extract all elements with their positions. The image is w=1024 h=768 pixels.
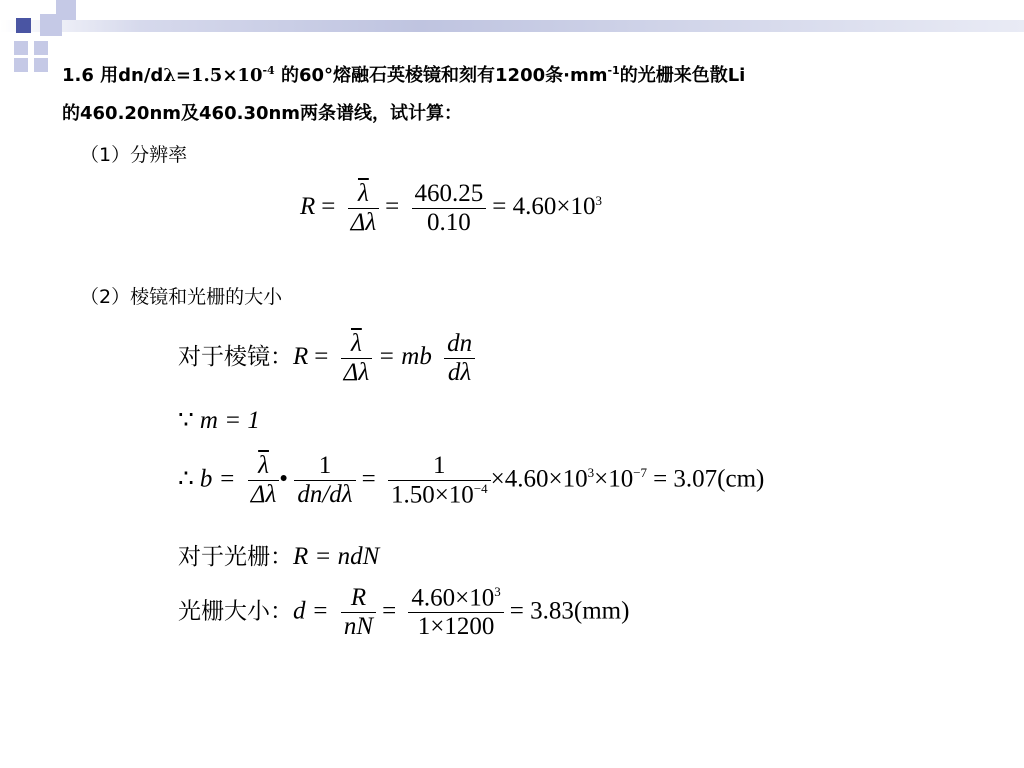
multiplier: ×4.60×10 bbox=[490, 465, 588, 493]
section-heading-2: （2）棱镜和光栅的大小 bbox=[80, 286, 283, 308]
fraction-R-over-nN bbox=[341, 584, 376, 641]
b-equals: b = bbox=[199, 465, 236, 493]
fraction-lambda-over-dlambda bbox=[341, 330, 373, 387]
problem-line-2 bbox=[62, 95, 1002, 133]
numerator bbox=[408, 584, 503, 612]
therefore-symbol: ∴ bbox=[178, 465, 194, 493]
prism-label: 对于棱镜： bbox=[178, 344, 293, 371]
mb-term: = mb bbox=[378, 343, 432, 371]
multiplier: ×10 bbox=[594, 465, 634, 493]
problem-exponent: -1 bbox=[607, 64, 620, 77]
symbol-R: R bbox=[293, 343, 309, 371]
problem-text: 的460.20nm及460.30nm两条谱线，试计算： bbox=[62, 103, 463, 124]
decor-square bbox=[14, 41, 28, 55]
delta-lambda: Δλ bbox=[348, 208, 380, 237]
result: = 3.07(cm) bbox=[653, 465, 765, 493]
problem-text: λ=1.5×10 bbox=[163, 65, 263, 86]
denominator-value: 1.50×10 bbox=[390, 481, 474, 509]
decor-square bbox=[34, 41, 48, 55]
d-lambda: dλ bbox=[444, 358, 475, 387]
symbol-R: R bbox=[300, 193, 316, 221]
grating-label: 对于光栅： bbox=[178, 544, 293, 570]
problem-text: 1.6 用dn/d bbox=[62, 65, 164, 86]
equals-sign: = bbox=[314, 343, 329, 371]
exponent: 3 bbox=[494, 584, 501, 599]
denominator bbox=[388, 480, 491, 509]
dn-over-dlambda: dn/dλ bbox=[294, 480, 355, 509]
because-symbol: ∵ bbox=[178, 407, 194, 434]
decor-square bbox=[56, 0, 76, 20]
lambda-bar: $\overline{\lambda}$ bbox=[350, 330, 362, 357]
fraction-lambda-over-dlambda bbox=[248, 452, 280, 509]
equation-since bbox=[178, 405, 260, 435]
exponent: −4 bbox=[473, 481, 488, 496]
fraction-one-over-dndl bbox=[294, 452, 355, 509]
numerator: 1 bbox=[433, 452, 446, 479]
m-equals-1: m = 1 bbox=[199, 407, 260, 434]
fraction-dn-dlambda bbox=[444, 330, 475, 387]
decor-square bbox=[34, 58, 48, 72]
grating-formula: R = ndN bbox=[293, 543, 380, 570]
equation-grating-size bbox=[178, 584, 629, 641]
dn: dn bbox=[447, 330, 473, 357]
equals-sign: = bbox=[385, 193, 400, 221]
equation-grating bbox=[178, 538, 379, 571]
denominator: 1×1200 bbox=[408, 612, 503, 641]
equation-resolution bbox=[300, 180, 602, 237]
decor-square bbox=[14, 58, 28, 72]
decor-square bbox=[16, 18, 31, 33]
exponent: −7 bbox=[633, 465, 648, 481]
section-heading-1: （1）分辨率 bbox=[80, 144, 188, 166]
d-equals: d = bbox=[293, 597, 329, 625]
fraction-lambda-over-dlambda bbox=[348, 180, 380, 237]
problem-exponent: -4 bbox=[262, 64, 275, 77]
lambda-bar: $\overline{\lambda}$ bbox=[357, 180, 369, 207]
equals-sign: = bbox=[321, 193, 336, 221]
dot-operator: • bbox=[279, 465, 289, 493]
fraction-numeric bbox=[412, 180, 487, 237]
result: = 4.60×10 bbox=[492, 193, 596, 221]
delta-lambda: Δλ bbox=[341, 358, 373, 387]
exponent: 3 bbox=[595, 192, 602, 208]
equation-prism bbox=[178, 330, 475, 387]
nN: nN bbox=[341, 612, 376, 641]
size-label: 光栅大小： bbox=[178, 598, 293, 625]
result: = 3.83(mm) bbox=[509, 597, 630, 625]
lambda-bar: $\overline{\lambda}$ bbox=[258, 452, 269, 480]
exponent: 3 bbox=[587, 465, 595, 481]
numerator: 460.25 bbox=[414, 180, 484, 207]
denominator: 0.10 bbox=[412, 208, 487, 237]
problem-line-1 bbox=[62, 52, 1002, 95]
fraction-numeric bbox=[408, 584, 503, 641]
header-bar bbox=[0, 20, 1024, 32]
equals-sign: = bbox=[361, 465, 376, 493]
problem-text: 的60°熔融石英棱镜和刻有1200条·mm bbox=[274, 65, 608, 86]
problem-text: 的光栅来色散Li bbox=[619, 65, 746, 86]
equation-b bbox=[178, 452, 764, 509]
fraction-one-over-150 bbox=[388, 452, 491, 509]
numerator-value: 4.60×10 bbox=[411, 584, 495, 612]
equals-sign: = bbox=[382, 597, 397, 625]
problem-statement bbox=[62, 52, 1002, 133]
symbol-R: R bbox=[350, 584, 367, 612]
numerator: 1 bbox=[318, 452, 332, 480]
delta-lambda: Δλ bbox=[248, 480, 280, 509]
